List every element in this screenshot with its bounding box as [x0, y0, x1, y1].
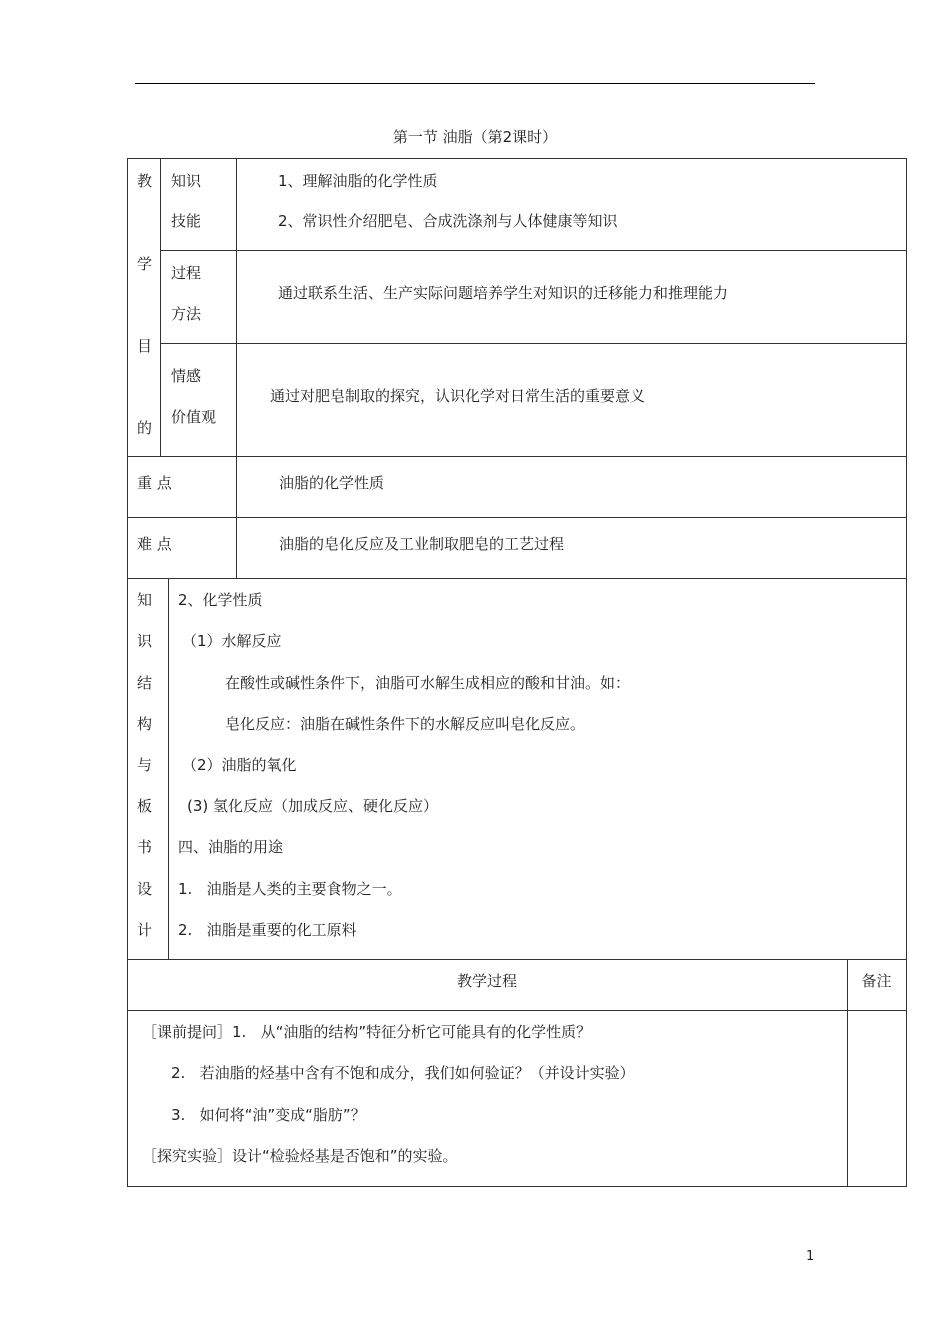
table-border-bottom	[127, 1186, 907, 1187]
key-point-label: 重 点	[137, 474, 172, 492]
board-side-char: 与	[137, 756, 153, 774]
objectives-label-divider	[236, 158, 237, 578]
board-line: 2. 油脂是重要的化工原料	[178, 921, 357, 939]
board-line: （2）油脂的氧化	[182, 756, 297, 774]
board-line: 皂化反应：油脂在碱性条件下的水解反应叫皂化反应。	[225, 715, 586, 733]
remarks-divider	[847, 959, 848, 1187]
process-label: 方法	[171, 305, 202, 323]
board-side-char: 书	[137, 838, 153, 856]
objectives-side-char: 的	[137, 419, 153, 437]
process-line: 3. 如何将“油”变成“脂肪”？	[171, 1106, 366, 1124]
row-divider-7	[127, 1010, 907, 1011]
row-divider-3	[127, 456, 907, 457]
header-rule	[135, 83, 815, 84]
board-side-char: 设	[137, 880, 153, 898]
board-side-char: 知	[137, 591, 153, 609]
board-line: 四、油脂的用途	[178, 838, 284, 856]
knowledge-line: 1、理解油脂的化学性质	[278, 172, 438, 190]
row-divider-5	[127, 578, 907, 579]
board-line: (3) 氢化反应（加成反应、硬化反应）	[187, 797, 439, 815]
process-line: ［探究实验］设计“检验烃基是否饱和”的实验。	[142, 1147, 458, 1165]
board-side-char: 板	[137, 797, 153, 815]
objectives-side-char: 目	[137, 337, 153, 355]
board-side-char: 计	[137, 921, 153, 939]
process-line: 2. 若油脂的烃基中含有不饱和成分，我们如何验证？（并设计实验）	[171, 1064, 635, 1082]
remarks-header: 备注	[861, 972, 892, 990]
table-border-left	[127, 158, 128, 1187]
row-divider-1	[160, 250, 907, 251]
table-border-top	[127, 158, 907, 159]
objectives-side-char: 学	[137, 255, 153, 273]
board-side-char: 结	[137, 674, 153, 692]
row-divider-4	[127, 517, 907, 518]
board-line: 1. 油脂是人类的主要食物之一。	[178, 880, 402, 898]
table-border-right	[906, 158, 907, 1187]
board-side-char: 识	[137, 632, 153, 650]
process-table-header: 教学过程	[456, 972, 517, 990]
difficulty-label: 难 点	[137, 535, 172, 553]
process-text: 通过联系生活、生产实际问题培养学生对知识的迁移能力和推理能力	[278, 284, 729, 302]
key-point-text: 油脂的化学性质	[279, 474, 385, 492]
board-divider	[168, 578, 169, 959]
knowledge-line: 2、常识性介绍肥皂、合成洗涤剂与人体健康等知识	[278, 212, 618, 230]
objectives-side-char: 教	[137, 172, 153, 190]
page-title: 第一节 油脂（第2课时）	[392, 128, 558, 146]
board-line: （1）水解反应	[182, 632, 282, 650]
row-divider-6	[127, 959, 907, 960]
emotion-label: 情感	[171, 367, 202, 385]
emotion-text: 通过对肥皂制取的探究，认识化学对日常生活的重要意义	[270, 387, 646, 405]
process-line: ［课前提问］1. 从“油脂的结构”特征分析它可能具有的化学性质？	[142, 1023, 592, 1041]
board-line: 2、化学性质	[178, 591, 263, 609]
page-number: 1	[806, 1249, 815, 1264]
objectives-divider	[160, 158, 161, 456]
board-line: 在酸性或碱性条件下，油脂可水解生成相应的酸和甘油。如：	[225, 674, 631, 692]
process-label: 过程	[171, 264, 202, 282]
board-side-char: 构	[137, 715, 153, 733]
difficulty-text: 油脂的皂化反应及工业制取肥皂的工艺过程	[279, 535, 565, 553]
knowledge-label: 技能	[171, 212, 202, 230]
knowledge-label: 知识	[171, 172, 202, 190]
row-divider-2	[160, 343, 907, 344]
emotion-label: 价值观	[171, 408, 217, 426]
